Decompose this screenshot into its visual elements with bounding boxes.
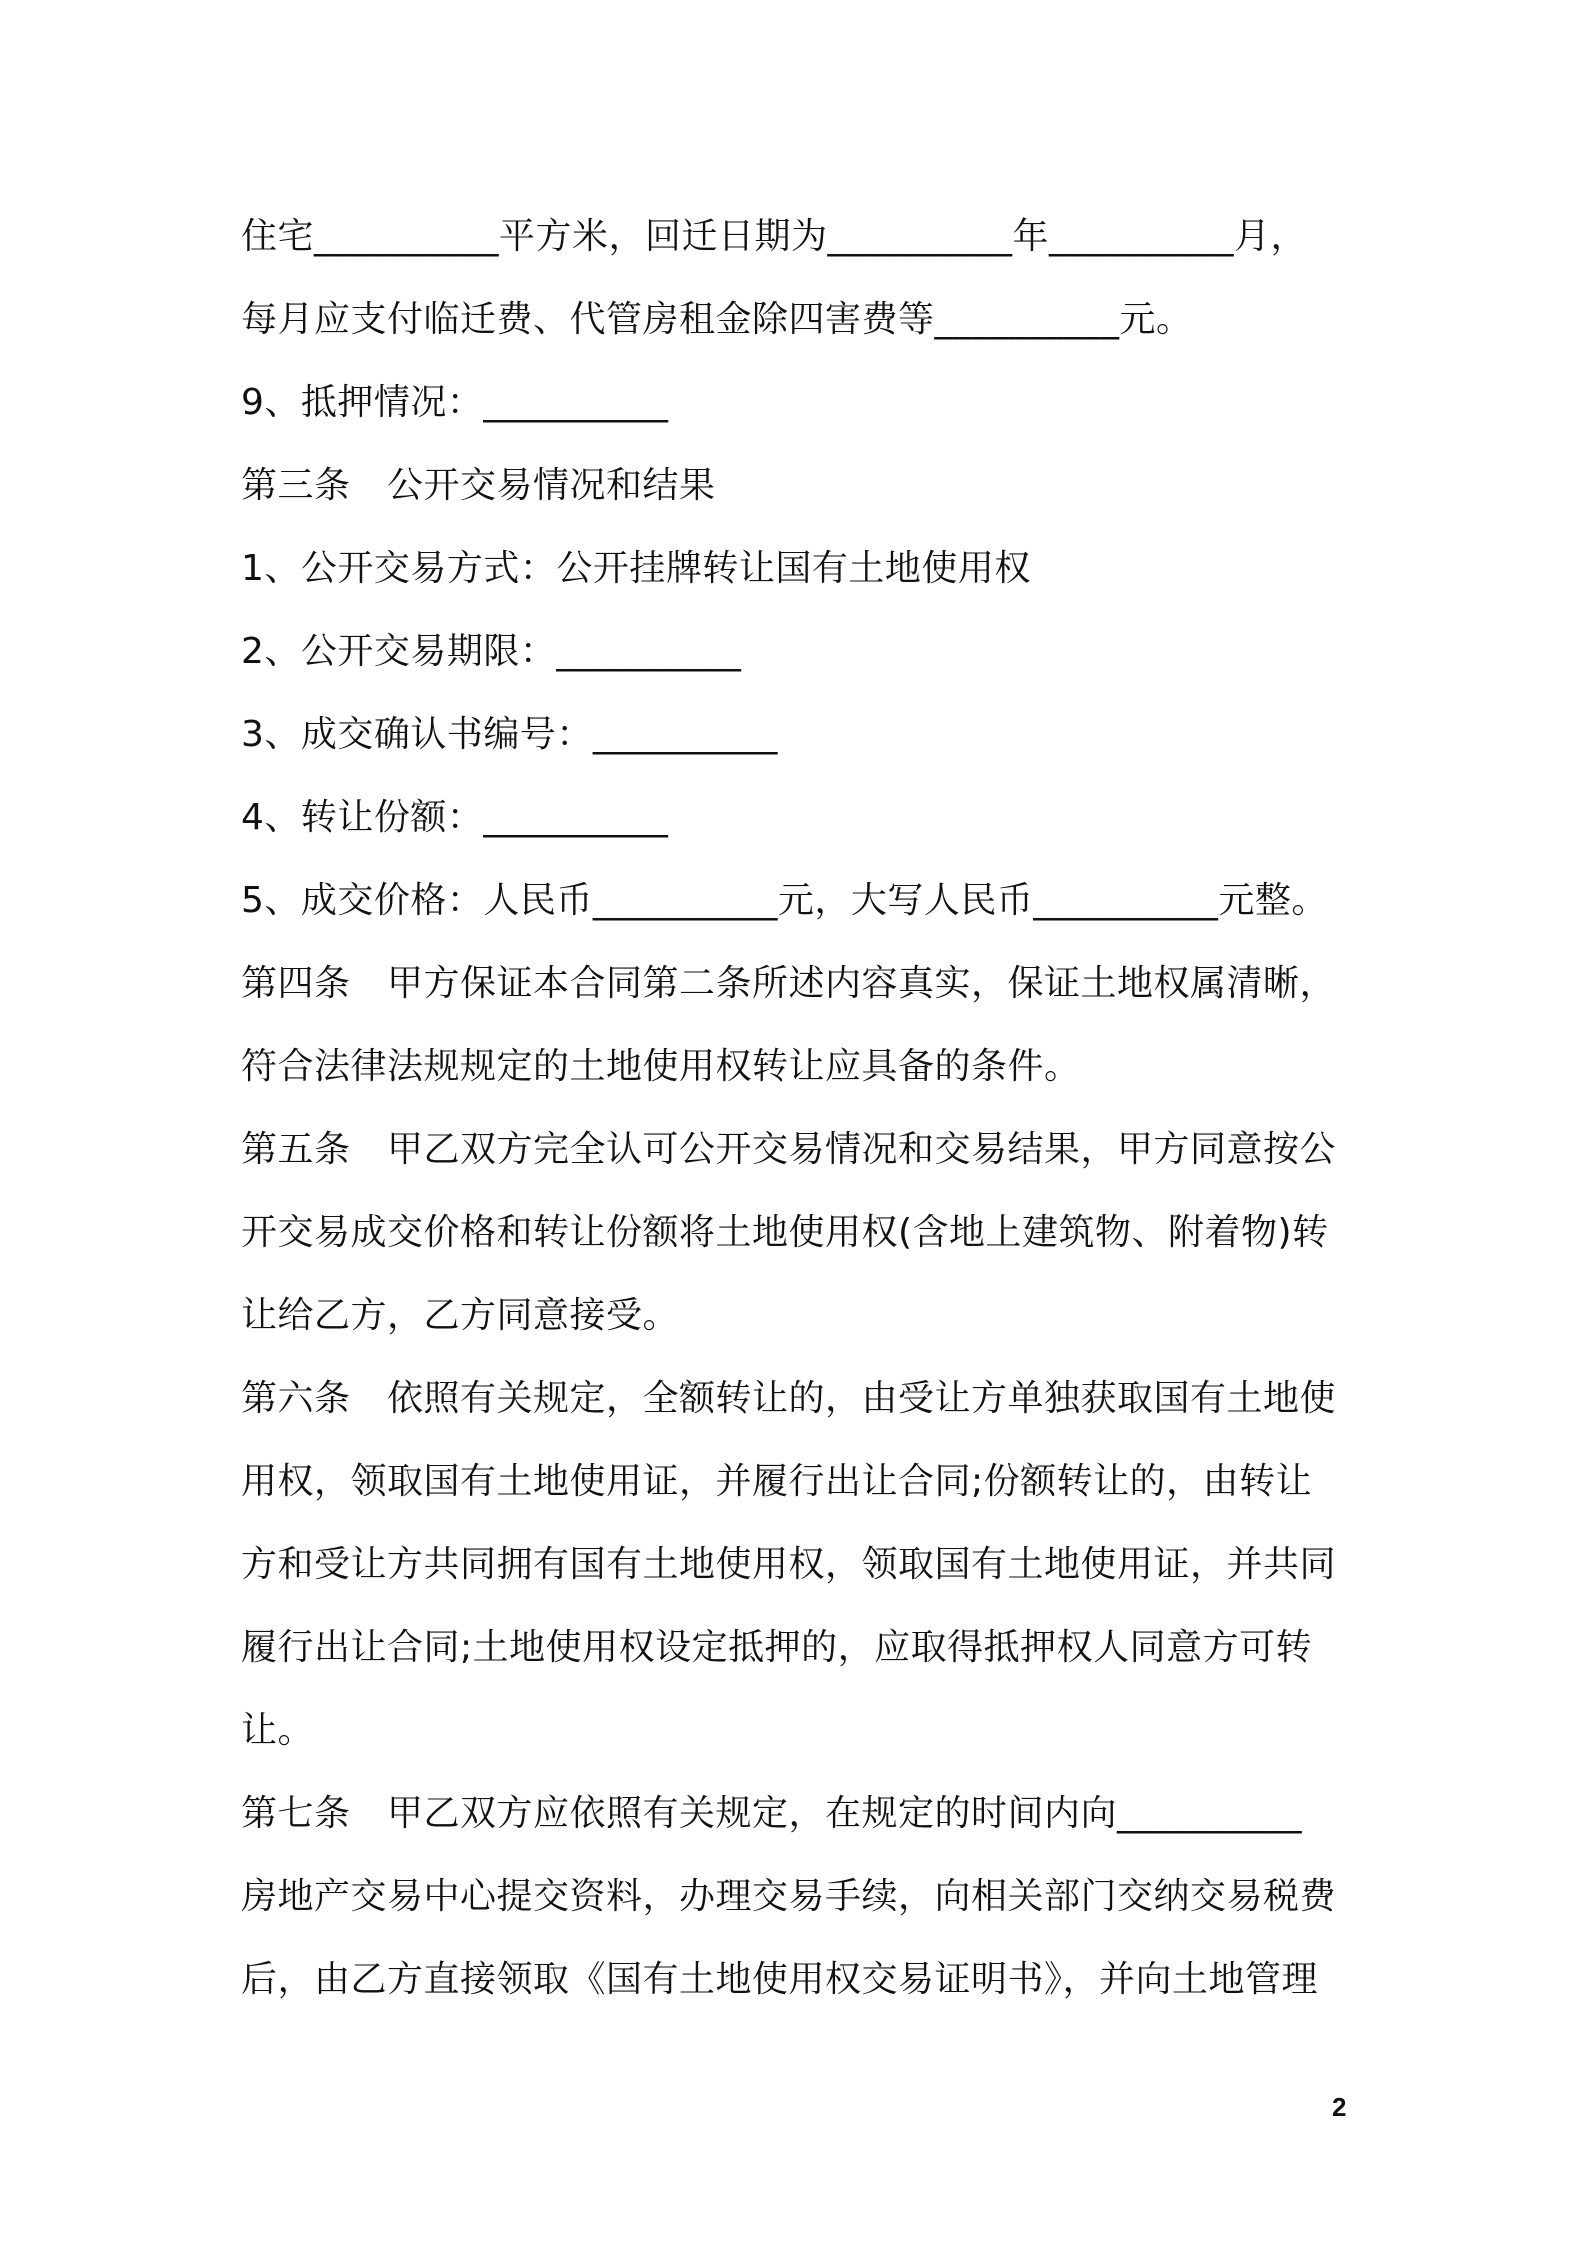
text-line: 住宅__________平方米，回迁日期为__________年__________月， [241,216,1308,257]
text-line: 第五条 甲乙双方完全认可公开交易情况和交易结果，甲方同意按公 [241,1129,1337,1170]
text-line: 符合法律法规规定的土地使用权转让应具备的条件。 [241,1046,1081,1087]
text-line: 开交易成交价格和转让份额将土地使用权(含地上建筑物、附着物)转 [241,1212,1329,1253]
text-line: 3、成交确认书编号：__________ [241,714,778,755]
text-line: 第七条 甲乙双方应依照有关规定，在规定的时间内向__________ [241,1793,1303,1834]
text-line: 第六条 依照有关规定，全额转让的，由受让方单独获取国有土地使 [241,1378,1337,1419]
text-line: 5、成交价格：人民币__________元，大写人民币__________元整。 [241,880,1328,921]
text-line: 第四条 甲方保证本合同第二条所述内容真实，保证土地权属清晰， [241,963,1337,1004]
section-heading: 第三条 公开交易情况和结果 [241,465,716,506]
text-line: 房地产交易中心提交资料，办理交易手续，向相关部门交纳交易税费 [241,1876,1337,1917]
text-line: 让给乙方，乙方同意接受。 [241,1295,680,1336]
text-line: 让。 [241,1710,315,1751]
text-line: 9、抵押情况：__________ [241,382,669,423]
text-line: 方和受让方共同拥有国有土地使用权，领取国有土地使用证，并共同 [241,1544,1337,1585]
text-line: 履行出让合同;土地使用权设定抵押的，应取得抵押权人同意方可转 [241,1627,1313,1668]
text-line: 4、转让份额：__________ [241,797,669,838]
text-line: 1、公开交易方式：公开挂牌转让国有土地使用权 [241,548,1031,589]
text-line: 用权，领取国有土地使用证，并履行出让合同;份额转让的，由转让 [241,1461,1313,1502]
text-line: 2、公开交易期限：__________ [241,631,742,672]
text-line: 每月应支付临迁费、代管房租金除四害费等__________元。 [241,299,1193,340]
page-number: 2 [1332,2092,1347,2122]
text-line: 后，由乙方直接领取《国有土地使用权交易证明书》，并向土地管理 [241,1959,1319,2000]
contract-text [241,195,1361,2021]
